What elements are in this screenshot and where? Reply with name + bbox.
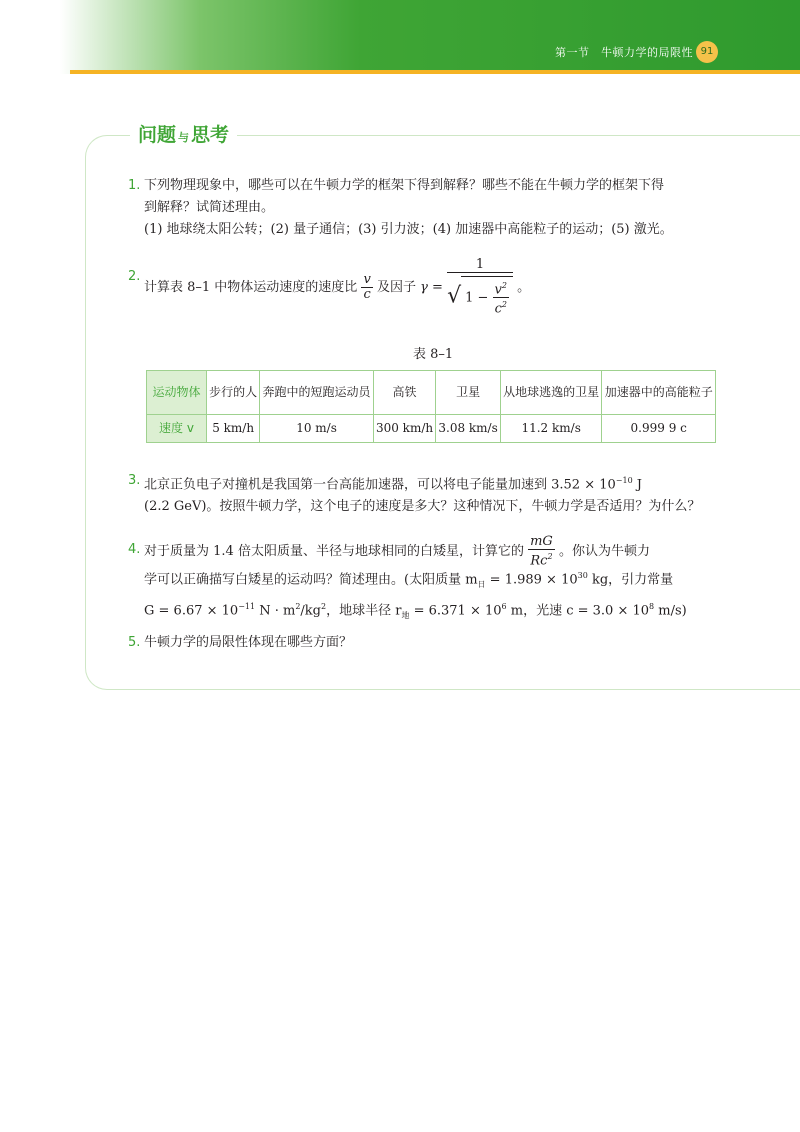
question-text: 下列物理现象中，哪些可以在牛顿力学的框架下得到解释？哪些不能在牛顿力学的框架下得 <box>144 178 665 193</box>
question-1 <box>130 175 720 241</box>
table-cell: 从地球逃逸的卫星 <box>500 371 601 415</box>
table-cell: 11.2 km/s <box>500 415 601 443</box>
question-text: 及因子 <box>376 279 416 295</box>
table-cell: 卫星 <box>436 371 501 415</box>
table-header-cell: 运动物体 <box>147 371 207 415</box>
fraction-numerator: v <box>363 271 371 287</box>
gamma-formula <box>447 258 513 317</box>
header-stripe <box>70 70 800 74</box>
question-text: $G = 6.67 \times 10^{-11}$ $N \cdot m^2/kg^2$，地球半径 $r_地 = 6.371 \times 10^6$ m，光速 $c = 3.0 \times 10^8$ m/s) <box>144 601 687 620</box>
c-symbol: c <box>494 301 502 317</box>
box-title-part3: 思考 <box>191 124 230 146</box>
table-caption: 表 8–1 <box>413 347 454 362</box>
fraction-denominator: c <box>363 286 371 302</box>
header-band <box>0 0 800 74</box>
box-title <box>130 120 237 147</box>
question-text: 对于质量为 1.4 倍太阳质量、半径与地球相同的白矮星，计算它的 $\frac{mG}{Rc^2}$ 。你认为牛顿力 <box>144 534 650 569</box>
table-header-cell: 速度 v <box>147 415 207 443</box>
question-number: 3. <box>128 473 141 488</box>
question-number: 1. <box>128 178 141 193</box>
question-text: (1) 地球绕太阳公转；(2) 量子通信；(3) 引力波；(4) 加速器中高能粒子的运动；(5) 激光。 <box>144 222 673 237</box>
table-cell: 5 km/h <box>207 415 260 443</box>
table-cell: 加速器中的高能粒子 <box>602 371 716 415</box>
table-cell: 步行的人 <box>207 371 260 415</box>
equals-sign: = <box>432 279 443 295</box>
table-cell: 300 km/h <box>373 415 435 443</box>
question-text: 计算表 8–1 中物体运动速度的速度比 <box>144 279 358 295</box>
question-text: (2.2 GeV)。按照牛顿力学，这个电子的速度是多大？这种情况下，牛顿力学是否适用？为什么？ <box>144 499 701 515</box>
table-cell: 10 m/s <box>260 415 374 443</box>
sqrt-one: 1 − <box>465 290 489 306</box>
table-cell: 3.08 km/s <box>436 415 501 443</box>
table-row <box>147 371 716 415</box>
section-title: 第一节 牛顿力学的局限性 <box>555 46 693 59</box>
v-symbol: v <box>494 282 502 298</box>
table-row <box>147 415 716 443</box>
box-title-part2: 与 <box>178 130 190 144</box>
mg-over-rc2-fraction: $\frac{mG}{Rc^2}$ <box>530 534 553 569</box>
question-text: 学可以正确描写白矮星的运动吗？简述理由。(太阳质量 $m_日 = 1.989 \times 10^{30}$ kg，引力常量 <box>144 571 674 589</box>
table-cell: 奔跑中的短跑运动员 <box>260 371 374 415</box>
question-end: 。 <box>517 279 531 295</box>
sqrt-body <box>461 276 513 317</box>
speed-table <box>146 370 716 443</box>
sqrt-symbol: √ <box>447 283 462 309</box>
question-text: 北京正负电子对撞机是我国第一台高能加速器，可以将电子能量加速到 $3.52 \times 10^{-10}$ J <box>144 476 643 493</box>
question-3 <box>130 470 720 518</box>
question-5 <box>130 632 720 654</box>
question-number: 2. <box>128 269 141 284</box>
gamma-symbol: γ <box>420 279 428 295</box>
box-title-part1: 问题 <box>138 124 177 146</box>
question-text: 到解释？试简述理由。 <box>144 200 275 215</box>
question-number: 4. <box>128 542 141 557</box>
question-text: 牛顿力学的局限性体现在哪些方面？ <box>144 635 353 650</box>
table-cell: 0.999 9 c <box>602 415 716 443</box>
question-4 <box>130 535 720 627</box>
table-cell: 高铁 <box>373 371 435 415</box>
gamma-denominator <box>447 273 513 317</box>
velocity-ratio-fraction <box>361 273 372 302</box>
question-2 <box>130 258 720 317</box>
v2-over-c2: $\frac{v^2}{c^2}$ <box>494 281 507 317</box>
gamma-numerator: 1 <box>447 258 513 273</box>
page-number-badge: 91 <box>696 41 718 63</box>
question-number: 5. <box>128 635 141 650</box>
